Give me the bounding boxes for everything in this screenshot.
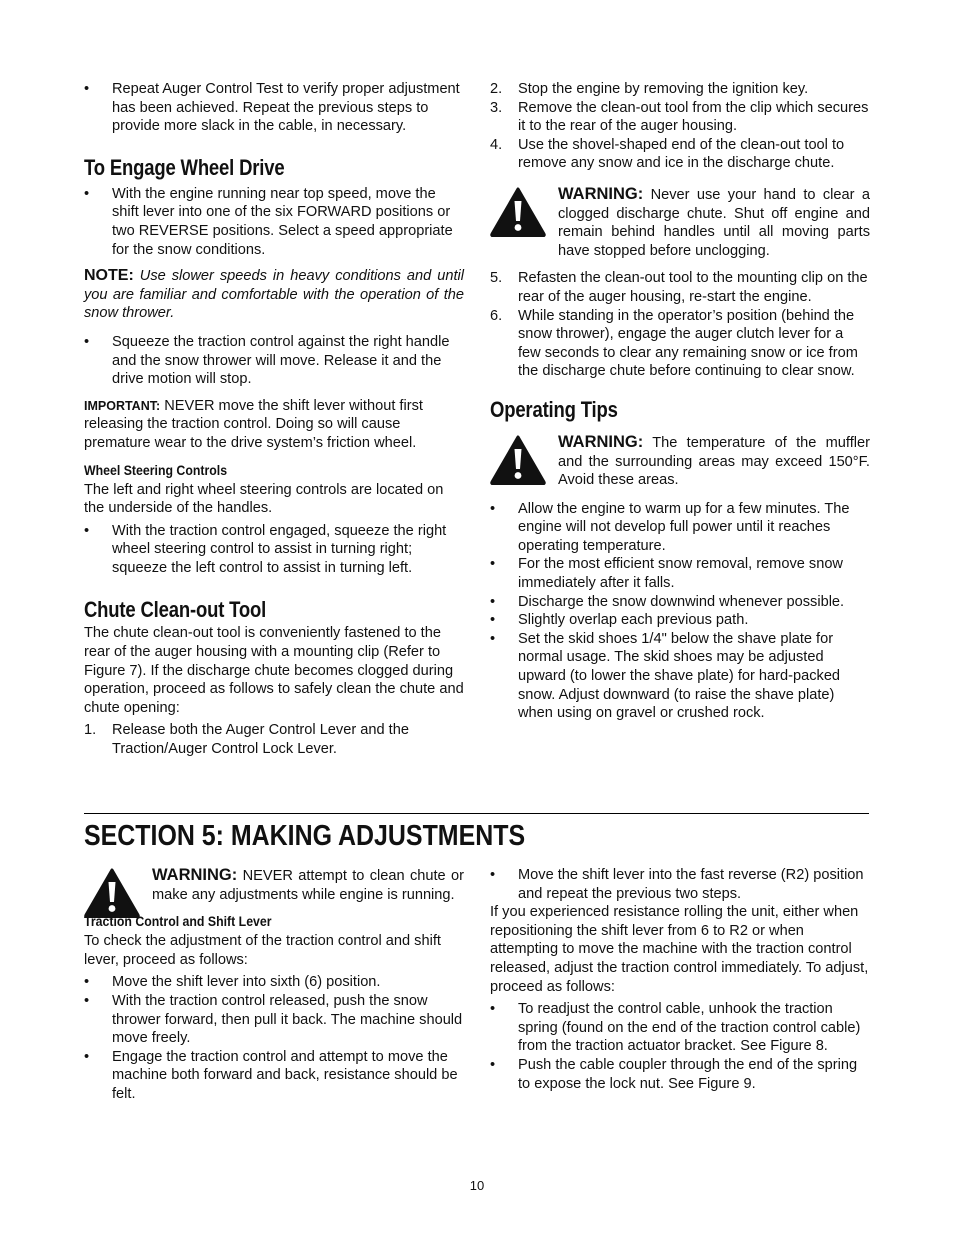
warning-triangle-icon xyxy=(490,435,546,485)
step-text: Release both the Auger Control Lever and the Traction/Auger Control Lock Lever. xyxy=(112,722,409,758)
traction-text: To check the adjustment of the traction control and shift lever, proceed as follows: xyxy=(84,933,441,968)
chute-cleanout-heading: Chute Clean-out Tool xyxy=(84,597,267,623)
steering-text: The left and right wheel steering controls are located on the underside of the handles. xyxy=(84,481,444,517)
list-item: • For the most efficient snow removal, remove snow immediately after it falls. xyxy=(490,555,870,592)
warning-block-muffler xyxy=(490,433,870,490)
warning-label: WARNING: xyxy=(152,866,238,884)
important-text: NEVER move the shift lever without first releasing the traction control. Doing so will cause premature wear to the drive system’s friction wheel. xyxy=(84,397,423,451)
right-column xyxy=(490,80,870,723)
list-item: • Allow the engine to warm up for a few minutes. The engine will not develop full power until it reaches operating temperature. xyxy=(490,500,870,556)
step-text: Refasten the clean-out tool to the mounting clip on the rear of the auger housing, re-start the engine. xyxy=(518,270,868,305)
traction-check-list xyxy=(84,973,464,1103)
traction-control-heading: Traction Control and Shift Lever xyxy=(84,913,272,930)
warning-text: The temperature of the muffler and the surrounding areas may exceed 150°F. Avoid these areas. xyxy=(558,434,870,489)
step-text: While standing in the operator’s position (behind the snow thrower), engage the auger clutch lever for a few seconds to clear any remaining snow or ice from the discharge chute before continuing to clear snow. xyxy=(518,307,858,380)
note-paragraph xyxy=(84,267,464,323)
engage-wheel-drive-heading: To Engage Wheel Drive xyxy=(84,154,285,180)
important-paragraph xyxy=(84,397,464,453)
squeeze-list xyxy=(84,333,464,389)
repeat-list xyxy=(84,80,464,136)
chute-steps-list xyxy=(84,721,464,758)
step-number: 2. xyxy=(490,81,503,97)
list-item xyxy=(490,269,870,306)
warning-label: WARNING: xyxy=(558,184,644,203)
warning-block-adjustments xyxy=(84,866,464,904)
wheel-steering-heading: Wheel Steering Controls xyxy=(84,461,228,478)
list-item xyxy=(490,136,870,173)
list-item: • Engage the traction control and attempt to move the machine both forward and back, resistance should be felt. xyxy=(84,1048,464,1104)
step-number: 4. xyxy=(490,136,503,153)
list-item: • Move the shift lever into sixth (6) position. xyxy=(84,973,464,992)
operating-tips-list xyxy=(490,500,870,723)
warning-triangle-icon xyxy=(490,187,546,237)
step-text: Stop the engine by removing the ignition key. xyxy=(518,81,809,97)
resistance-text: If you experienced resistance rolling the unit, either when repositioning the shift lever from 6 to R2 or when attempting to move the machine with the traction control released, adjust the traction control immediately. To adjust, proceed as follows: xyxy=(490,904,869,995)
engage-list xyxy=(84,185,464,259)
list-item: • To readjust the control cable, unhook the traction spring (found on the end of the traction control cable) from the traction actuator bracket. See Figure 8. xyxy=(490,1000,870,1056)
chute-steps-list-continued xyxy=(490,80,870,173)
list-item: • Slightly overlap each previous path. xyxy=(490,611,870,630)
list-item: • With the engine running near top speed, move the shift lever into one of the six FORWARD positions or two REVERSE positions. Select a speed appropriate for the snow conditions. xyxy=(84,185,464,259)
section-title: SECTION 5: MAKING ADJUSTMENTS xyxy=(84,820,526,852)
list-item: • Squeeze the traction control against the right handle and the snow thrower will move. Release it and the drive motion will stop. xyxy=(84,333,464,389)
section5-right-column xyxy=(490,866,870,1093)
list-item: • Repeat Auger Control Test to verify proper adjustment has been achieved. Repeat the previous steps to provide more slack in the cable, in necessary. xyxy=(84,80,464,136)
list-item: • With the traction control released, push the snow thrower forward, then pull it back. The machine should move freely. xyxy=(84,992,464,1048)
left-column xyxy=(84,80,464,759)
step-number: 1. xyxy=(84,722,97,739)
step-number: 6. xyxy=(490,307,503,324)
important-label: IMPORTANT: xyxy=(84,398,161,413)
list-item xyxy=(490,99,870,136)
step-text: Remove the clean-out tool from the clip which secures it to the rear of the auger housing. xyxy=(518,99,869,135)
list-item xyxy=(490,80,870,99)
warning-text: NEVER attempt to clean chute or make any adjustments while engine is running. xyxy=(152,868,464,903)
page-number: 10 xyxy=(469,1178,485,1193)
warning-text: Never use your hand to clear a clogged discharge chute. Shut off engine and remain behind handles until all moving parts have stopped before unclogging. xyxy=(558,186,870,259)
step-number: 3. xyxy=(490,99,503,116)
list-item: • Discharge the snow downwind whenever possible. xyxy=(490,593,870,612)
warning-block-chute xyxy=(490,185,870,260)
warning-triangle-icon xyxy=(84,868,140,918)
note-text: Use slower speeds in heavy conditions and until you are familiar and comfortable with the operation of the snow thrower. xyxy=(84,268,465,322)
list-item: • Move the shift lever into the fast reverse (R2) position and repeat the previous two steps. xyxy=(490,866,870,903)
list-item xyxy=(490,307,870,381)
steering-list xyxy=(84,522,464,578)
warning-label: WARNING: xyxy=(558,432,644,451)
list-item: • Push the cable coupler through the end of the spring to expose the lock nut. See Figure 9. xyxy=(490,1056,870,1093)
reverse-list xyxy=(490,866,870,903)
list-item: • Set the skid shoes 1/4" below the shave plate for normal usage. The skid shoes may be adjusted upward (to lower the shave plate) for hard-packed snow. Adjust downward (to raise the shave plate) when using on gravel or crushed rock. xyxy=(490,630,870,723)
list-item: • With the traction control engaged, squeeze the right wheel steering control to assist in turning right; squeeze the left control to assist in turning left. xyxy=(84,522,464,578)
operating-tips-heading: Operating Tips xyxy=(490,396,618,422)
section-divider xyxy=(84,813,869,814)
readjust-list xyxy=(490,1000,870,1093)
section5-left-column xyxy=(84,866,464,1104)
list-item xyxy=(84,721,464,758)
note-label: NOTE: xyxy=(84,267,134,285)
step-text: Use the shovel-shaped end of the clean-out tool to remove any snow and ice in the discharge chute. xyxy=(518,136,845,172)
chute-steps-list-end xyxy=(490,269,870,381)
chute-text: The chute clean-out tool is conveniently fastened to the rear of the auger housing with a mounting clip (Refer to Figure 7). If the discharge chute becomes clogged during operation, proceed as follows to safely clean the chute and chute opening: xyxy=(84,625,464,716)
step-number: 5. xyxy=(490,270,503,287)
